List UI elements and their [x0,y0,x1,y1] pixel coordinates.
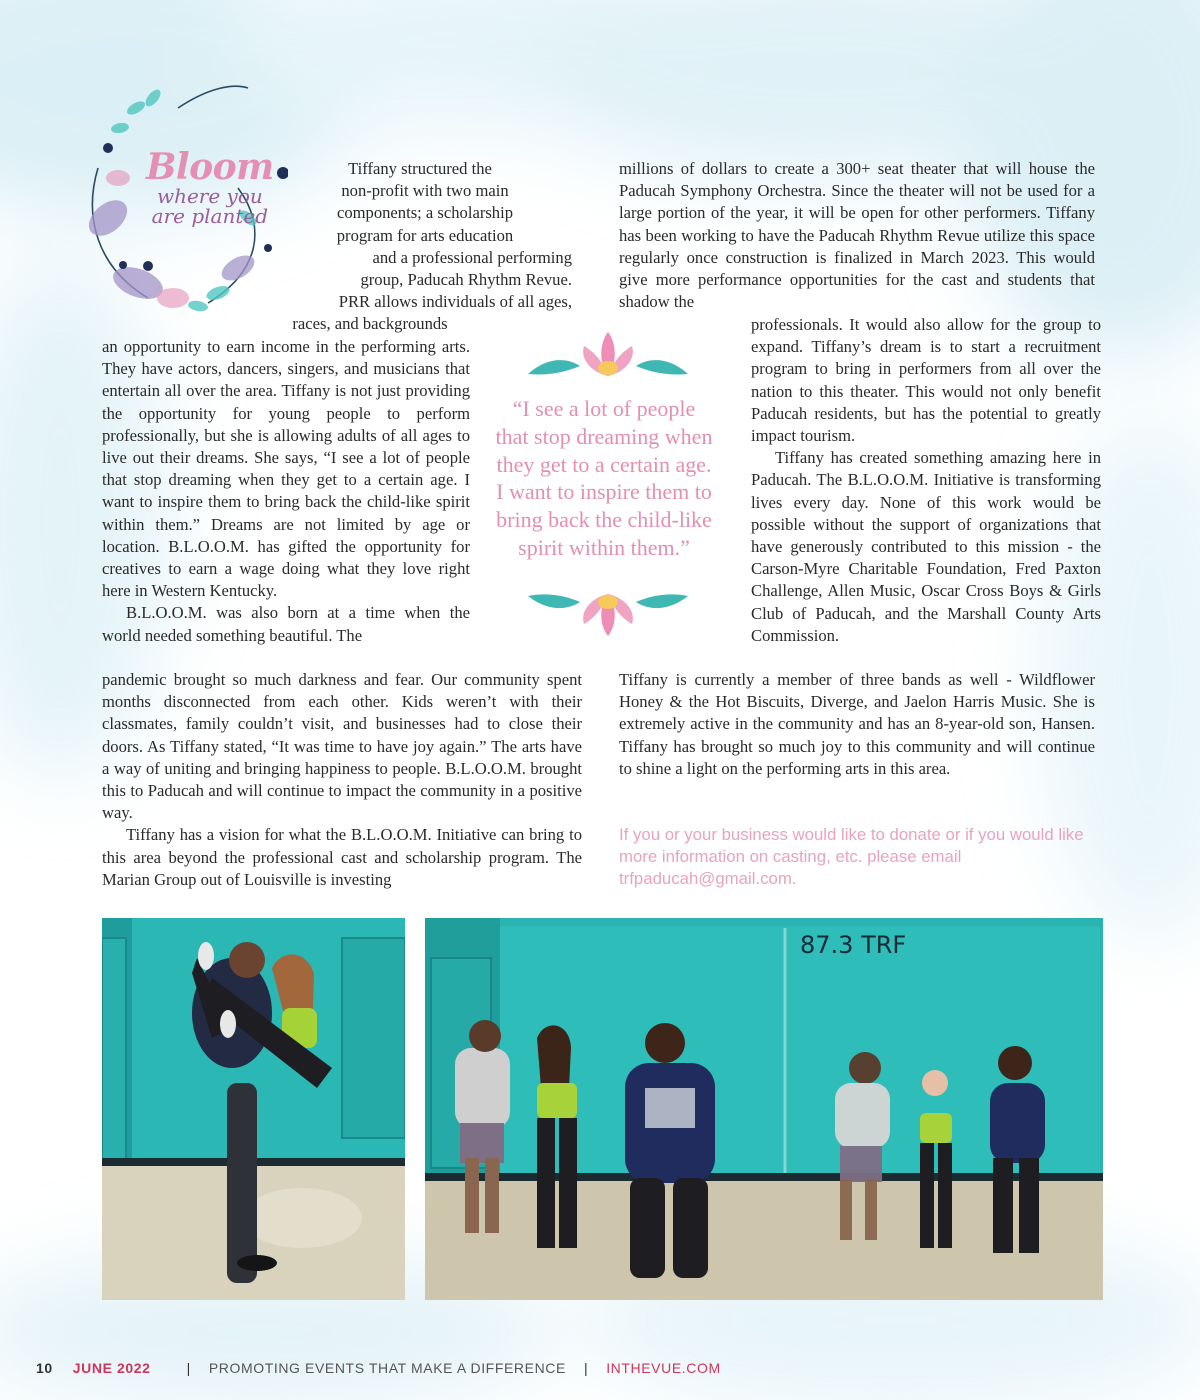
footer-separator: | [186,1360,191,1376]
col2-bands-paragraph: Tiffany is currently a member of three bands as well - Wildflower Honey & the Hot Biscuits, Diverge, and Jaelon Harris Music. She is extremely active in the community and has an 8-year-old son, Hansen. Tiffany has brought so much joy to this community and will continue to shine a light on the performing arts in this area. [619,670,1095,778]
footer-tagline: PROMOTING EVENTS THAT MAKE A DIFFERENCE [208,1360,566,1376]
col2-professionals-paragraph: professionals. It would also allow for the group to expand. Tiffany’s dream is to start a recruitment program to bring in performers from all over the nation to this theater. This would not only benefit Paducah residents, but has the potential to greatly impact tourism. [751,315,1101,446]
website-link[interactable]: INTHEVUE.COM [606,1360,721,1376]
col1-intro-line: program for arts education [336,225,514,245]
wreath-title-line2: where you [156,184,263,208]
col1-intro-line: races, and backgrounds [292,314,448,334]
col1-vision-paragraph: Tiffany has a vision for what the B.L.O.O.M. Initiative can bring to this area beyond the professional cast and scholarship program. The Marian Group out of Louisville is investing [102,825,582,889]
col1-intro-line: Tiffany structured the [348,159,492,178]
col2-amazing-paragraph: Tiffany has created something amazing here in Paducah. The B.L.O.O.M. Initiative is transforming lives every day. None of this work would be possible without the support of organizations that have generously contributed to this mission - the Carson-Myre Charitable Foundation, Fred Paxton Challenge, Allen Music, Oscar Cross Boys & Girls Club of Paducah, and the Marshall County Arts Commission. [751,448,1101,645]
col1-intro-line: non-profit with two main [341,181,509,201]
col1-born-paragraph: B.L.O.O.M. was also born at a time when the world needed something beautiful. The [102,603,470,645]
flower-ornament-top [528,328,688,380]
wreath-title [146,148,274,226]
col2-bottom [619,669,1095,780]
col1-body [102,336,470,647]
photo-dance-rehearsal [425,918,1103,1300]
footer-separator: | [583,1360,589,1376]
col2-top [619,158,1095,313]
col2-theater-paragraph: millions of dollars to create a 300+ seat theater that will house the Paducah Symphony Orchestra. Since the theater will not be used for a large portion of the year, it will be open for other performers. Tiffany has been working to have the Paducah Rhythm Revue utilize this space regularly once construction is finalized in March 2023. This would give more performance opportunities for the cast and students that shadow the [619,159,1095,312]
col1-intro-line: components; a scholarship [336,203,514,223]
wreath-title-line1: Bloom [146,146,274,188]
wreath-title-line3: are planted [151,204,269,228]
pull-quote: “I see a lot of people that stop dreaming when they get to a certain age. I want to inspire them to bring back the child-like spirit within them.” [495,396,713,560]
col1-body-paragraph: an opportunity to earn income in the performing arts. They have actors, dancers, singers, and musicians that entertain all over the area. Tiffany is not just providing the opportunity for young people to perform professionally, but she is allowing adults of all ages to live out their dreams. She says, “I see a lot of people that stop dreaming when they get to a certain age. I want to inspire them to bring back the child-like spirit within them.” Dreams are not limited by age or location. B.L.O.O.M. has gifted the opportunity for creatives to earn a wage doing what they love right here in Western Kentucky. [102,337,470,601]
flower-ornament-bottom [528,590,688,638]
col1-intro-line: PRR allows individuals of all ages, [338,292,572,312]
photo-wall-text: 87.3 TRF [800,931,907,959]
col1-wide-body [102,669,582,891]
photo-dancers-lift [102,918,405,1300]
col1-intro-line: group, Paducah Rhythm Revue. [360,270,572,290]
donate-note: If you or your business would like to donate or if you would like more information on casting, etc. please email trfpaducah@gmail.com. [619,825,1084,889]
page-number: 10 [36,1360,53,1376]
page-footer [36,1360,721,1376]
issue-month: JUNE 2022 [72,1360,151,1376]
col1-intro [292,158,600,336]
col2-narrow [751,314,1101,647]
col1-intro-line: and a professional performing [372,247,572,267]
col1-pandemic-paragraph: pandemic brought so much darkness and fear. Our community spent months disconnected from each other. Kids weren’t with their classmates, family couldn’t visit, and businesses had to close their doors. As Tiffany stated, “It was time to have joy again.” The arts have a way of uniting and bringing happiness to people. B.L.O.O.M. brought this to Paducah and will continue to impact the community in a positive way. [102,670,582,823]
